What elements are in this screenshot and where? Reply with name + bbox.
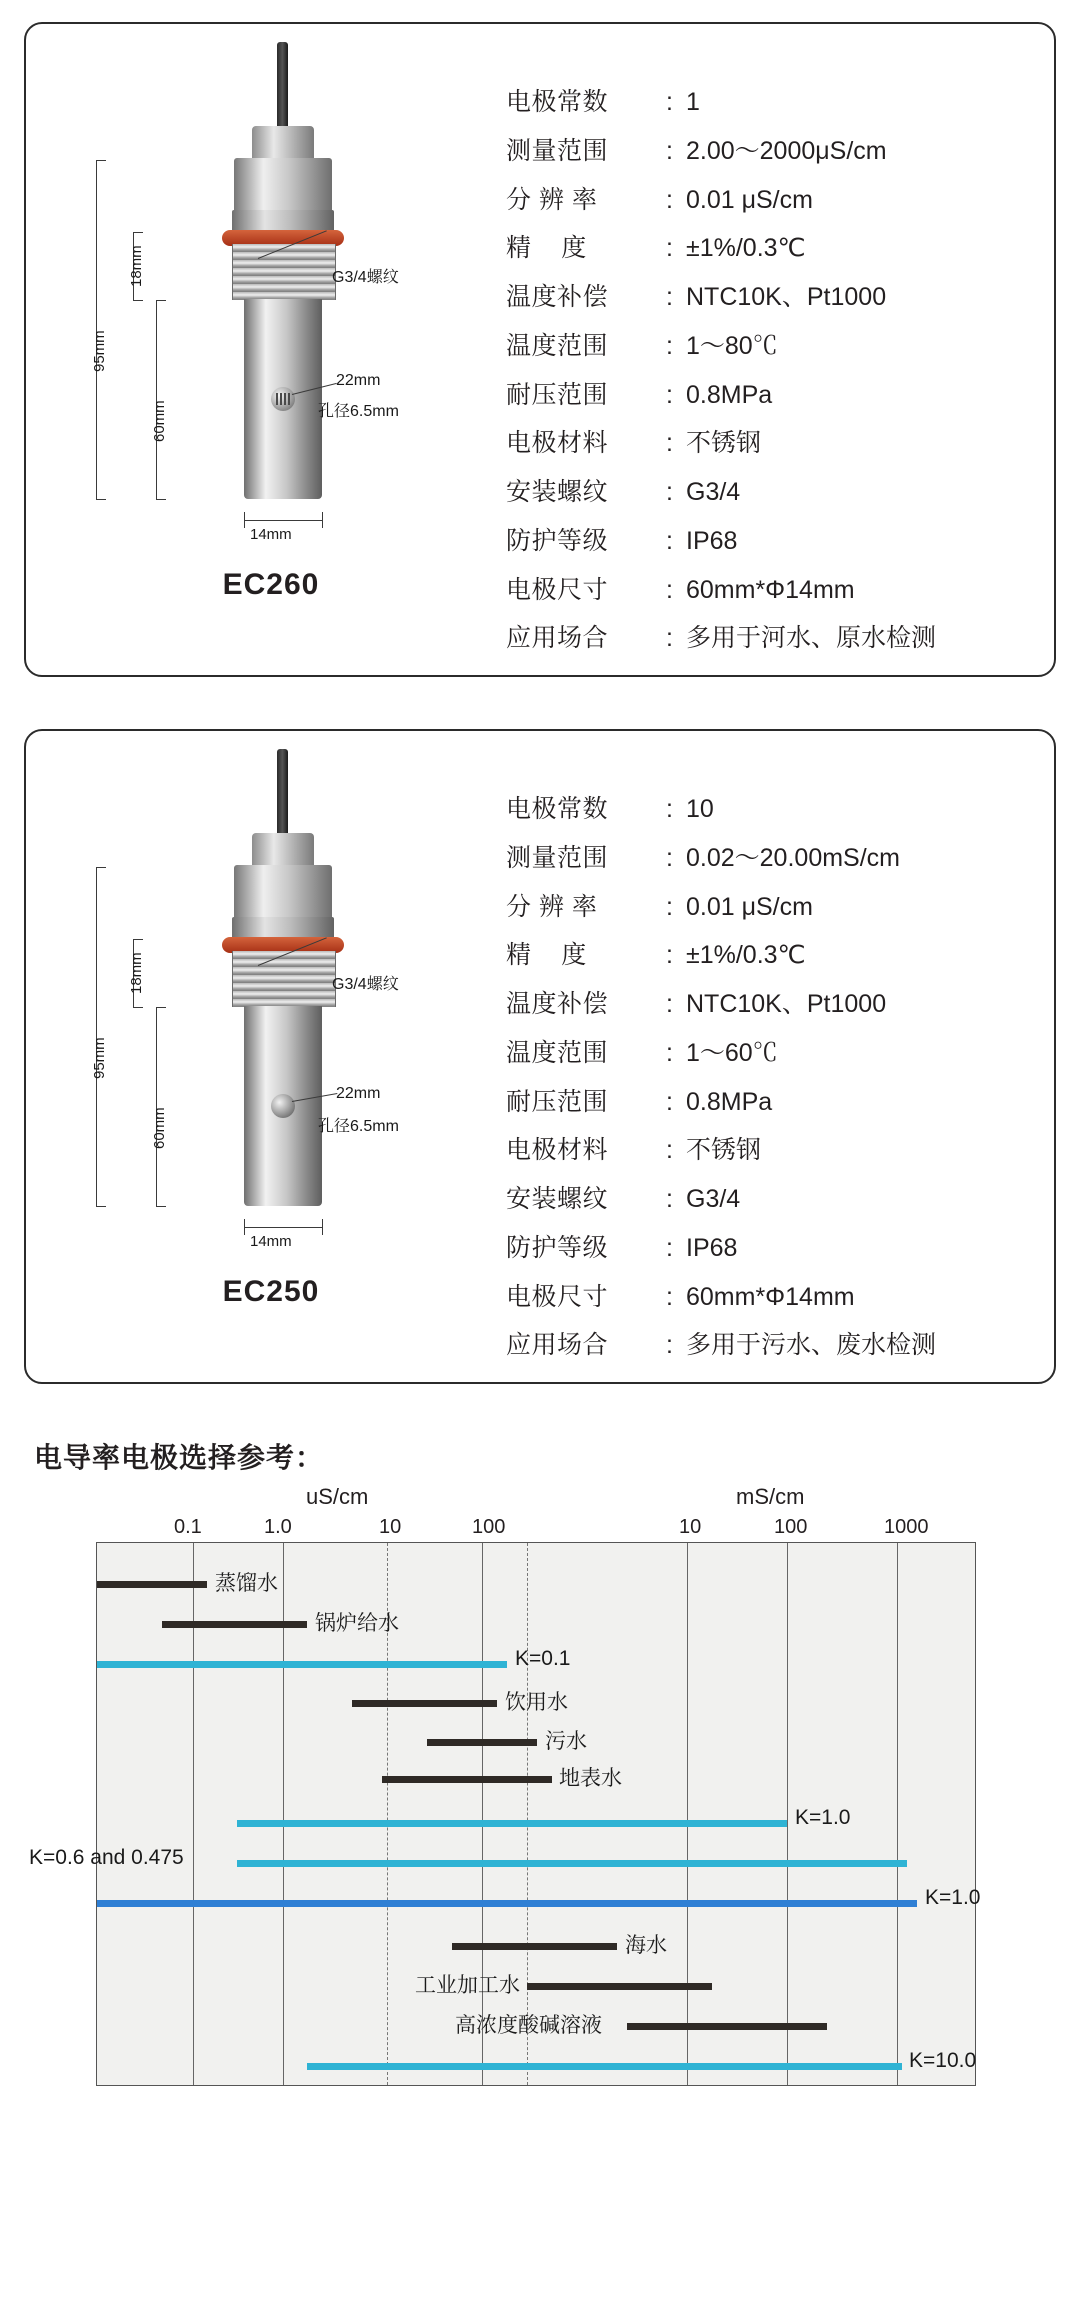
spec-value: 10 (686, 795, 714, 823)
spec-label: 电极尺寸 (506, 575, 609, 604)
spec-label: 精 度 (506, 941, 587, 970)
spec-colon: : (666, 380, 673, 409)
range-label: K=0.1 (515, 1647, 571, 1670)
spec-value: 1～60℃ (686, 1038, 778, 1067)
spec-label: 温度范围 (506, 331, 609, 360)
spec-row (506, 576, 1044, 605)
spec-colon: : (666, 1331, 673, 1360)
callout-hole-pos: 22mm (336, 372, 381, 389)
spec-row (506, 1331, 1044, 1360)
spec-row (506, 137, 1044, 166)
tick-label: 1.0 (264, 1516, 292, 1538)
spec-colon: : (666, 136, 673, 165)
probe-hex-nut (234, 158, 332, 214)
spec-label: 测量范围 (506, 843, 609, 872)
dim-tick (133, 300, 143, 301)
spec-colon: : (666, 575, 673, 604)
spec-label: 电极材料 (506, 429, 609, 458)
dim-tick (133, 232, 143, 233)
tick-label: 1000 (884, 1516, 929, 1538)
dim-tick (133, 1007, 143, 1008)
spec-colon: : (666, 88, 673, 116)
tick-label: 10 (379, 1516, 402, 1538)
probe-sensing-hole (271, 387, 295, 411)
spec-label: 分 辨 率 (506, 892, 598, 921)
probe-cable (277, 42, 288, 132)
range-bar (307, 2063, 902, 2070)
range-bar (427, 1739, 537, 1746)
section-title: 电导率电极选择参考： (34, 1442, 325, 1473)
dim-label-thread: 18mm (128, 245, 145, 287)
range-label: K=10.0 (909, 2049, 977, 2072)
spec-colon: : (666, 990, 673, 1018)
tick-label: 0.1 (174, 1516, 202, 1538)
spec-value: 2.00～2000μS/cm (686, 136, 887, 165)
callout-hole-dia: 孔径6.5mm (318, 1118, 399, 1135)
dim-line-diameter (244, 520, 322, 521)
dim-label-thread: 18mm (128, 952, 145, 994)
spec-list-ec250 (506, 749, 1044, 1360)
probe-cap (252, 126, 314, 160)
range-label: 工业加工水 (415, 1974, 520, 1997)
range-label: K=1.0 (795, 1806, 851, 1829)
grid-line (687, 1543, 688, 2085)
range-bar (97, 1900, 917, 1907)
grid-line (482, 1543, 483, 2085)
dim-tick (96, 867, 106, 868)
spec-label: 温度补偿 (506, 283, 609, 311)
grid-line-dashed (527, 1543, 528, 2085)
spec-row (506, 1039, 1044, 1068)
spec-label: 防护等级 (506, 526, 609, 555)
spec-row (506, 624, 1044, 653)
spec-label: 耐压范围 (506, 380, 609, 409)
spec-row (506, 332, 1044, 361)
product-card-ec260 (24, 22, 1056, 677)
spec-label: 耐压范围 (506, 1087, 609, 1116)
spec-value: IP68 (686, 1233, 738, 1262)
spec-value: 0.01 μS/cm (686, 185, 813, 214)
range-bar (352, 1700, 497, 1707)
dim-tick (244, 512, 245, 528)
probe-cap (252, 833, 314, 867)
spec-label: 电极尺寸 (506, 1282, 609, 1311)
spec-label: 应用场合 (506, 1331, 609, 1360)
spec-value: 多用于河水、原水检测 (686, 624, 937, 653)
range-label: 污水 (545, 1730, 587, 1753)
spec-label: 温度补偿 (506, 990, 609, 1018)
spec-label: 分 辨 率 (506, 185, 598, 214)
dim-label-total: 95mm (91, 1037, 108, 1079)
spec-row (506, 990, 1044, 1019)
spec-value: ±1%/0.3℃ (686, 234, 806, 263)
probe-sensing-hole (271, 1094, 295, 1118)
model-name-ec250: EC250 (222, 1275, 320, 1308)
spec-label: 电极常数 (506, 88, 609, 116)
range-label: K=0.6 and 0.475 (29, 1846, 184, 1869)
spec-colon: : (666, 185, 673, 214)
spec-row (506, 478, 1044, 507)
spec-value: 1 (686, 88, 700, 116)
probe-drawing-ec250 (36, 749, 506, 1309)
spec-colon: : (666, 624, 673, 653)
dim-tick (156, 300, 166, 301)
dim-label-total: 95mm (91, 330, 108, 372)
dim-label-diameter: 14mm (250, 526, 292, 543)
spec-row (506, 186, 1044, 215)
range-label: 锅炉给水 (315, 1612, 399, 1635)
spec-colon: : (666, 331, 673, 360)
spec-colon: : (666, 526, 673, 555)
spec-colon: : (666, 1233, 673, 1262)
spec-value: 0.8MPa (686, 380, 773, 409)
range-label: K=1.0 (925, 1886, 981, 1909)
spec-value: NTC10K、Pt1000 (686, 990, 887, 1018)
spec-value: G3/4 (686, 1185, 741, 1213)
spec-label: 电极材料 (506, 1136, 609, 1165)
tick-label: 100 (774, 1516, 808, 1538)
dim-line-diameter (244, 1227, 322, 1228)
chart-plot-area (29, 1542, 981, 2086)
range-bar (97, 1661, 507, 1668)
spec-colon: : (666, 1185, 673, 1213)
probe-cable (277, 749, 288, 839)
range-bar (627, 2023, 827, 2030)
model-name-ec260: EC260 (222, 568, 320, 601)
dim-label-body: 60mm (151, 1107, 168, 1149)
dim-label-diameter: 14mm (250, 1233, 292, 1250)
spec-value: NTC10K、Pt1000 (686, 283, 887, 311)
range-label: 地表水 (559, 1767, 622, 1790)
spec-value: G3/4 (686, 478, 741, 506)
probe-drawing-ec260 (36, 42, 506, 602)
range-bar (97, 1581, 207, 1588)
spec-colon: : (666, 1282, 673, 1311)
spec-label: 测量范围 (506, 136, 609, 165)
spec-row (506, 1185, 1044, 1214)
callout-hole-dia: 孔径6.5mm (318, 403, 399, 420)
spec-label: 安装螺纹 (506, 1185, 609, 1213)
range-bar (527, 1983, 712, 1990)
unit-label-left: uS/cm (306, 1484, 369, 1509)
spec-row (506, 893, 1044, 922)
spec-value: IP68 (686, 526, 738, 555)
dim-tick (156, 1007, 166, 1008)
grid-line (787, 1543, 788, 2085)
spec-value: 60mm*Φ14mm (686, 575, 855, 604)
spec-row (506, 795, 1044, 824)
spec-row (506, 527, 1044, 556)
product-card-ec250 (24, 729, 1056, 1384)
spec-colon: : (666, 478, 673, 506)
spec-label: 应用场合 (506, 624, 609, 653)
spec-value: 不锈钢 (686, 1136, 762, 1165)
spec-colon: : (666, 892, 673, 921)
spec-colon: : (666, 429, 673, 458)
range-label: 海水 (625, 1934, 667, 1957)
range-bar (452, 1943, 617, 1950)
range-bar (162, 1621, 307, 1628)
spec-row (506, 381, 1044, 410)
spec-value: 60mm*Φ14mm (686, 1282, 855, 1311)
spec-row (506, 941, 1044, 970)
spec-row (506, 1136, 1044, 1165)
spec-value: 不锈钢 (686, 429, 762, 458)
range-bar (382, 1776, 552, 1783)
spec-row (506, 234, 1044, 263)
dim-tick (156, 499, 166, 500)
unit-label-right: mS/cm (736, 1484, 805, 1509)
dim-tick (133, 939, 143, 940)
probe-hex-nut-lower (232, 917, 334, 939)
spec-label: 电极常数 (506, 795, 609, 823)
range-label: 饮用水 (505, 1691, 568, 1714)
range-bar (237, 1820, 787, 1827)
spec-row (506, 88, 1044, 117)
selection-chart-section (24, 1436, 1056, 2124)
probe-hex-nut (234, 865, 332, 921)
spec-colon: : (666, 283, 673, 311)
range-label: 蒸馏水 (215, 1572, 278, 1595)
dim-label-body: 60mm (151, 400, 168, 442)
spec-row (506, 283, 1044, 312)
spec-list-ec260 (506, 42, 1044, 653)
spec-row (506, 1283, 1044, 1312)
spec-label: 精 度 (506, 234, 587, 263)
spec-value: ±1%/0.3℃ (686, 941, 806, 970)
spec-value: 0.02～20.00mS/cm (686, 843, 900, 872)
spec-value: 多用于污水、废水检测 (686, 1331, 937, 1360)
spec-row (506, 844, 1044, 873)
dim-tick (244, 1219, 245, 1235)
probe-thread (232, 951, 336, 1007)
probe-thread (232, 244, 336, 300)
spec-colon: : (666, 843, 673, 872)
spec-colon: : (666, 941, 673, 970)
spec-row (506, 1234, 1044, 1263)
conductivity-chart (24, 1484, 1056, 2124)
spec-value: 0.8MPa (686, 1087, 773, 1116)
spec-colon: : (666, 1136, 673, 1165)
callout-hole-pos: 22mm (336, 1085, 381, 1102)
callout-thread-spec: G3/4螺纹 (332, 976, 399, 993)
spec-value: 1～80℃ (686, 331, 778, 360)
dim-tick (322, 1219, 323, 1235)
spec-value: 0.01 μS/cm (686, 892, 813, 921)
spec-row (506, 429, 1044, 458)
spec-colon: : (666, 234, 673, 263)
spec-label: 安装螺纹 (506, 478, 609, 506)
dim-tick (322, 512, 323, 528)
grid-line (897, 1543, 898, 2085)
range-bar (237, 1860, 907, 1867)
tick-label: 10 (679, 1516, 702, 1538)
probe-hex-nut-lower (232, 210, 334, 232)
dim-tick (96, 160, 106, 161)
tick-label: 100 (472, 1516, 506, 1538)
range-label: 高浓度酸碱溶液 (455, 2014, 602, 2037)
spec-label: 防护等级 (506, 1233, 609, 1262)
callout-thread-spec: G3/4螺纹 (332, 269, 399, 286)
dim-tick (96, 499, 106, 500)
spec-label: 温度范围 (506, 1038, 609, 1067)
spec-colon: : (666, 1038, 673, 1067)
dim-tick (96, 1206, 106, 1207)
spec-colon: : (666, 1087, 673, 1116)
spec-row (506, 1088, 1044, 1117)
dim-tick (156, 1206, 166, 1207)
spec-colon: : (666, 795, 673, 823)
